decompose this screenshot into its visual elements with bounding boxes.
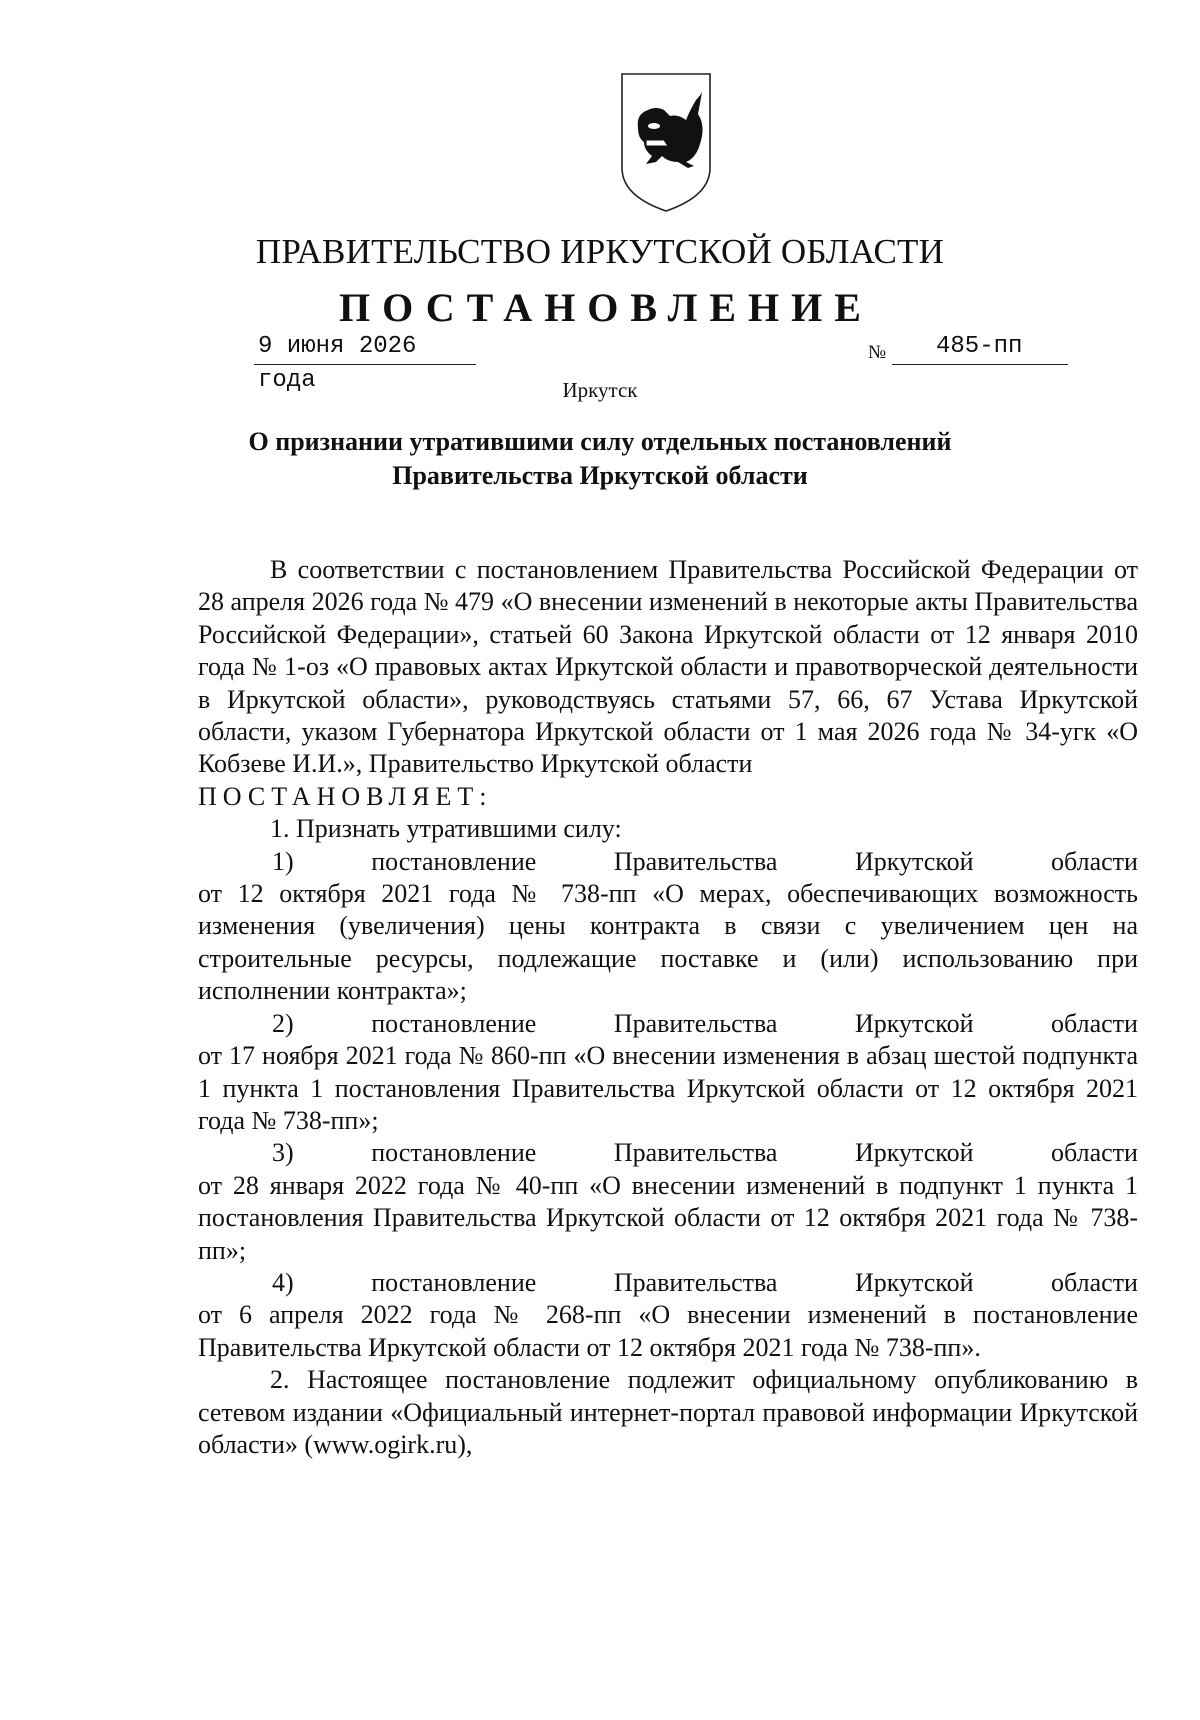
number-sign: № [868, 342, 887, 363]
item-text: от 17 ноября 2021 года № 860-пп «О внесении изменения в абзац шестой подпункта 1 пункта 1 постановления Правительства Иркутской области от 12 октября 2021 года № 738-пп»; [198, 1041, 1138, 1135]
item-word: области [1051, 1267, 1138, 1297]
list-item [198, 1267, 1138, 1364]
list-item [198, 846, 1138, 1008]
document-body [198, 554, 1138, 1461]
subject-line-1: О признании утратившими силу отдельных постановлений [248, 427, 952, 456]
item-word: постановление [371, 1267, 537, 1297]
item-word: Иркутской [855, 1138, 974, 1168]
item-text: от 6 апреля 2022 года № 268-пп «О внесении изменений в постановление Правительства Иркутской области от 12 октября 2021 года № 738-пп». [198, 1300, 1138, 1362]
item-word: постановление [371, 846, 537, 876]
document-number: 485-пп [936, 333, 1023, 360]
list-item [198, 1137, 1138, 1267]
item-head [198, 846, 1138, 878]
preamble-paragraph: В соответствии с постановлением Правительства Российской Федерации от 28 апреля 2026 года № 479 «О внесении изменений в некоторые акты Правительства Российской Федерации», статьей 60 Закона Иркутской области от 12 января 2010 года № 1-оз «О правовых актах Иркутской области и правотворческой деятельности в Иркутской области», руководствуясь статьями 57, 66, 67 Устава Иркутской области, указом Губернатора Иркутской области от 1 мая 2026 года № 34-угк «О Кобзеве И.И.», Правительство Иркутской области [198, 555, 1138, 779]
item-word: Иркутской [855, 1267, 974, 1297]
ruling-word: ПОСТАНОВЛЯЕТ: [198, 781, 493, 811]
item-word: Правительства [613, 1267, 778, 1297]
item-word: Иркутской [855, 1008, 974, 1038]
subject-line-2: Правительства Иркутской области [392, 461, 808, 490]
date-field [254, 330, 476, 394]
document-date: 9 июня 2026 года [258, 333, 417, 394]
item-word: Правительства [613, 1138, 778, 1168]
item-number: 3) [272, 1138, 294, 1168]
item-word: области [1051, 1008, 1138, 1038]
item-word: постановление [371, 1138, 537, 1168]
number-underline [892, 330, 1068, 365]
item-number: 2) [272, 1008, 294, 1038]
coat-of-arms-emblem [616, 70, 716, 215]
document-subject [0, 425, 1200, 493]
city: Иркутск [562, 378, 638, 402]
item-head [198, 1008, 1138, 1040]
item-text: от 12 октября 2021 года № 738-пп «О мерах, обеспечивающих возможность изменения (увеличения) цены контракта в связи с увеличением цен на строительные ресурсы, подлежащие поставке и (или) использованию при исполнении контракта»; [198, 879, 1138, 1006]
item-word: Правительства [613, 1008, 778, 1038]
list-item [198, 1008, 1138, 1138]
point-2: 2. Настоящее постановление подлежит официальному опубликованию в сетевом издании «Официальный интернет-портал правовой информации Иркутской области» (www.ogirk.ru), [198, 1365, 1138, 1459]
item-number: 1) [272, 846, 294, 876]
government-name: ПРАВИТЕЛЬСТВО ИРКУТСКОЙ ОБЛАСТИ [255, 232, 945, 271]
item-number: 4) [272, 1267, 294, 1297]
document-type-title: ПОСТАНОВЛЕНИЕ [339, 285, 873, 330]
item-word: области [1051, 1138, 1138, 1168]
item-head [198, 1137, 1138, 1169]
item-word: постановление [371, 1008, 537, 1038]
point-1: 1. Признать утратившими силу: [270, 814, 622, 844]
item-word: Иркутской [855, 846, 974, 876]
item-word: области [1051, 846, 1138, 876]
item-word: Правительства [613, 846, 778, 876]
item-head [198, 1267, 1138, 1299]
item-text: от 28 января 2022 года № 40-пп «О внесении изменений в подпункт 1 пункта 1 постановления Правительства Иркутской области от 12 октября 2021 года № 738-пп»; [198, 1170, 1138, 1265]
